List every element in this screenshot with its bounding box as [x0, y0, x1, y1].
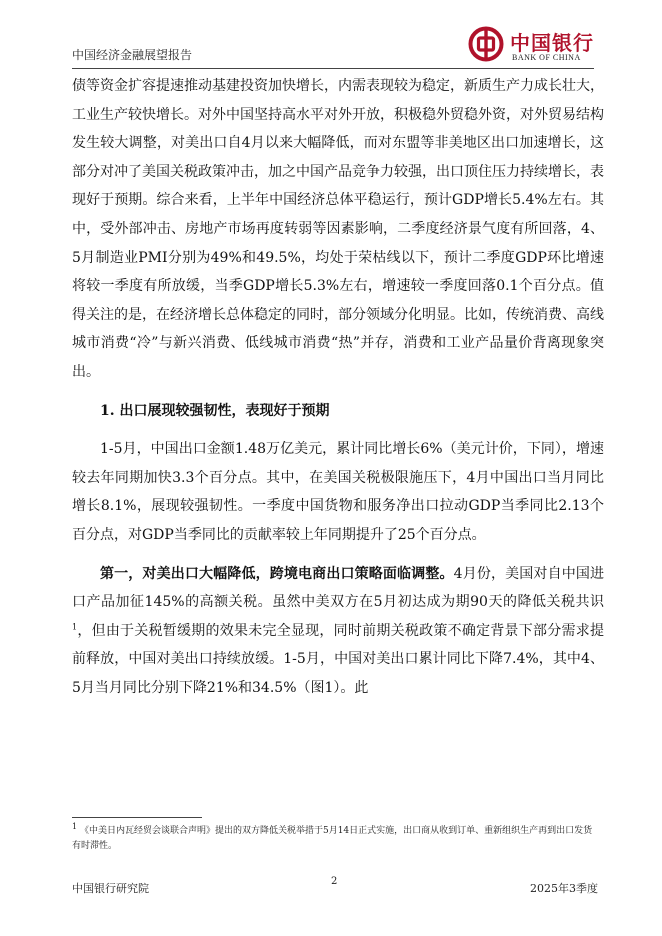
body-paragraph-3 — [72, 560, 604, 703]
footnote — [72, 824, 594, 854]
footnote-reference[interactable]: 1 — [72, 622, 78, 632]
footnote-divider — [72, 817, 202, 818]
body-paragraph-2: 1-5月，中国出口金额1.48万亿美元，累计同比增长6%（美元计价，下同），增速较去年同期加快3.3个百分点。其中，在美国关税极限施压下，4月中国出口当月同比增长8.1%，展现较强韧性。一季度中国货物和服务净出口拉动GDP当季同比2.13个百分点，对GDP当季同比的贡献率较上年同期提升了25个百分点。 — [72, 441, 604, 543]
paragraph-text: 4月份，美国对自中国进口产品加征145%的高额关税。虽然中美双方在5月初达成为期90天的降低关税共识 — [72, 565, 604, 611]
paragraph-text-continued: ，但由于关税暂缓期的效果未完全显现，同时前期关税政策不确定背景下部分需求提前释放，中国对美出口持续放缓。1-5月，中国对美出口累计同比下降7.4%，其中4、5月当月同比分别下降21%和34.5%（图1）。此 — [72, 622, 604, 696]
footnote-marker: 1 — [72, 822, 78, 831]
footer-period: 2025年3季度 — [530, 882, 598, 895]
paragraph-lead-bold: 第一，对美出口大幅降低，跨境电商出口策略面临调整。 — [100, 565, 454, 582]
body-paragraph-1: 债等资金扩容提速推动基建投资加快增长，内需表现较为稳定，新质生产力成长壮大，工业生产较快增长。对外中国坚持高水平对外开放，积极稳外贸稳外资，对外贸易结构发生较大调整，对美出口自4月以来大幅降低，而对东盟等非美地区出口加速增长，这部分对冲了美国关税政策冲击，加之中国产品竞争力较强，出口顶住压力持续增长，表现好于预期。综合来看，上半年中国经济总体平稳运行，预计GDP增长5.4%左右。其中，受外部冲击、房地产市场再度转弱等因素影响，二季度经济景气度有所回落，4、5月制造业PMI分别为49%和49.5%，均处于荣枯线以下，预计二季度GDP环比增速将较一季度有所放缓，当季GDP增长5.3%左右，增速较一季度回落0.1个百分点。值得关注的是，在经济增长总体稳定的同时，部分领域分化明显。比如，传统消费、高线城市消费“冷”与新兴消费、低线城市消费“热”并存，消费和工业产品量价背离现象突出。 — [72, 78, 604, 380]
bank-of-china-logo-icon — [468, 26, 504, 62]
bank-logo — [468, 26, 598, 70]
footnote-text: 《中美日内瓦经贸会谈联合声明》提出的双方降低关税举措于5月14日正式实施，出口商从收到订单、重新组织生产再到出口发货有时滞性。 — [72, 826, 593, 851]
header-title: 中国经济金融展望报告 — [72, 48, 193, 62]
footer-publisher: 中国银行研究院 — [72, 882, 149, 895]
section-heading: 1. 出口展现较强韧性，表现好于预期 — [100, 402, 330, 419]
header-divider — [72, 68, 594, 69]
page-number: 2 — [331, 876, 338, 887]
logo-english-name: BANK OF CHINA — [512, 53, 581, 62]
logo-chinese-name: 中国银行 — [510, 31, 594, 55]
page-body — [72, 72, 604, 702]
